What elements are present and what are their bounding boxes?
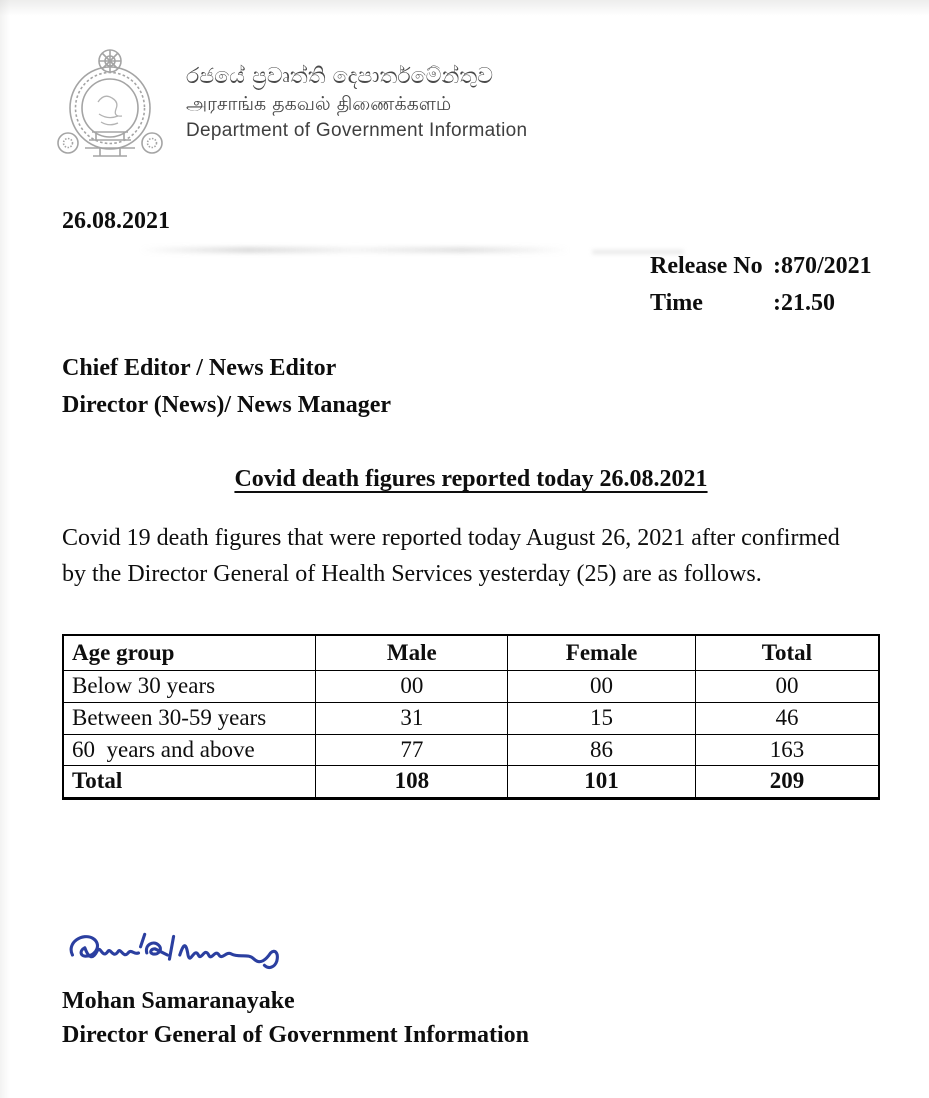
addressee-line-2: Director (News)/ News Manager: [62, 392, 392, 418]
scan-edge-shading-left: [0, 0, 10, 1098]
handwritten-signature-icon: [58, 924, 316, 986]
department-name-tamil: அரசாங்க தகவல் திணைக்களம்: [186, 93, 452, 115]
release-number-label: Release No: [650, 253, 763, 279]
body-line-2: by the Director General of Health Services yesterday (25) are as follows.: [62, 561, 762, 587]
table-cell: Total: [63, 766, 316, 799]
table-cell: 31: [316, 702, 508, 734]
sri-lanka-emblem-icon: [48, 44, 172, 168]
table-cell: 101: [508, 766, 696, 799]
department-name-english: Department of Government Information: [186, 120, 528, 141]
table-row: [63, 734, 879, 766]
covid-deaths-table: [62, 634, 880, 800]
scan-artifact: [140, 247, 570, 253]
table-cell: 00: [316, 671, 508, 703]
table-row: [63, 702, 879, 734]
release-time-label: Time: [650, 290, 703, 316]
table-cell: 77: [316, 734, 508, 766]
col-header-male: Male: [316, 635, 508, 671]
body-paragraph: [62, 520, 886, 592]
table-row: [63, 671, 879, 703]
table-cell: Between 30-59 years: [63, 702, 316, 734]
table-total-row: [63, 766, 879, 799]
table-cell: 00: [508, 671, 696, 703]
table-cell: 86: [508, 734, 696, 766]
table-cell: 15: [508, 702, 696, 734]
table-cell: Below 30 years: [63, 671, 316, 703]
table-cell: 00: [695, 671, 879, 703]
col-header-total: Total: [695, 635, 879, 671]
document-title: Covid death figures reported today 26.08.2021: [234, 466, 708, 492]
release-time-value: :21.50: [773, 290, 835, 316]
col-header-female: Female: [508, 635, 696, 671]
department-name-sinhala: රජයේ ප්‍රවෘත්ති දෙපාර්තමේන්තුව: [186, 64, 494, 89]
release-number-row: [650, 248, 872, 285]
release-time-row: [650, 285, 872, 322]
addressee-line-1: Chief Editor / News Editor: [62, 355, 337, 381]
document-date: 26.08.2021: [62, 208, 170, 234]
release-info: [650, 248, 872, 322]
table-cell: 60 years and above: [63, 734, 316, 766]
table-cell: 209: [695, 766, 879, 799]
department-header: [186, 66, 527, 140]
addressee-block: [62, 350, 391, 424]
table-header-row: [63, 635, 879, 671]
table-cell: 163: [695, 734, 879, 766]
scan-edge-shading-top: [0, 0, 929, 16]
release-number-value: :870/2021: [773, 253, 872, 279]
table-cell: 108: [316, 766, 508, 799]
col-header-age-group: Age group: [63, 635, 316, 671]
table-cell: 46: [695, 702, 879, 734]
signatory-name: Mohan Samaranayake: [62, 988, 295, 1014]
body-line-1: Covid 19 death figures that were reported today August 26, 2021 after confirmed: [62, 525, 840, 551]
signatory-role: Director General of Government Information: [62, 1022, 530, 1048]
